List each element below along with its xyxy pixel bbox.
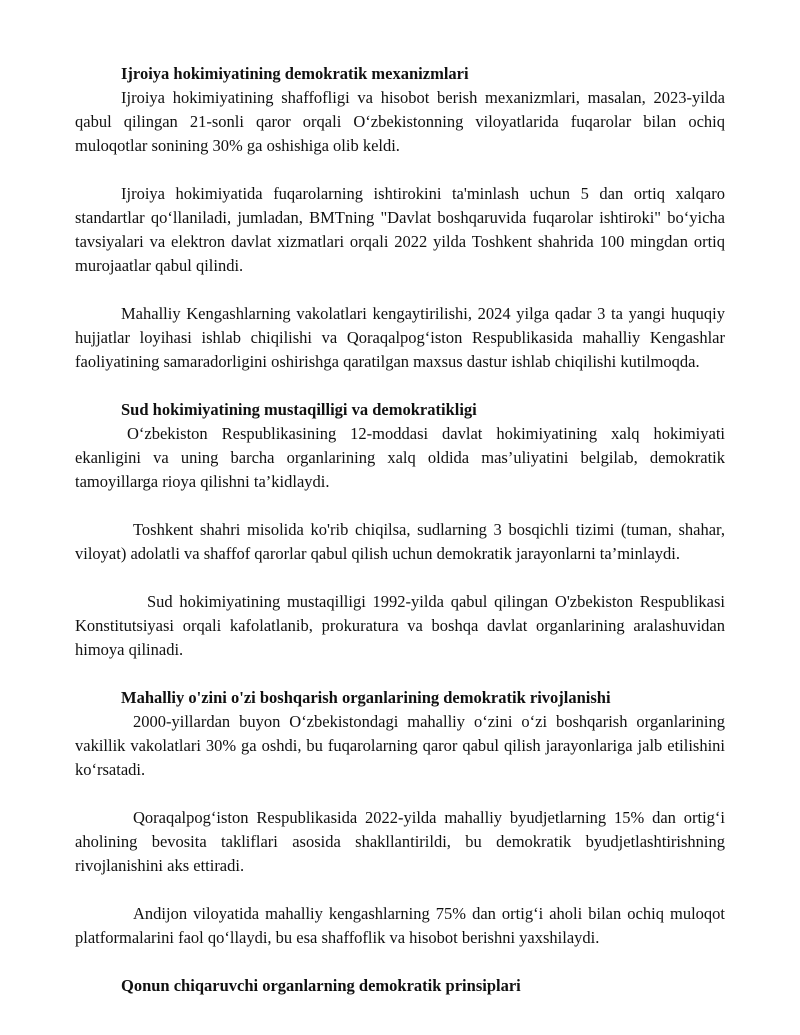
section-heading: Ijroiya hokimiyatining demokratik mexanizmlari: [121, 64, 469, 83]
section-heading: Mahalliy o'zini o'zi boshqarish organlarining demokratik rivojlanishi: [121, 688, 611, 707]
paragraph: Sud hokimiyatining mustaqilligi 1992-yilda qabul qilingan O'zbekiston Respublikasi Konstitutsiyasi orqali kafolatlanib, prokuratura va boshqa davlat organlarining aralashuvidan himoya qilinadi.: [75, 592, 725, 659]
section-heading: Qonun chiqaruvchi organlarning demokratik prinsiplari: [121, 976, 521, 995]
paragraph: 2000-yillardan buyon O‘zbekistondagi mahalliy o‘zini o‘zi boshqarish organlarining vakillik vakolatlari 30% ga oshdi, bu fuqarolarning qaror qabul qilish jarayonlariga jalb etilishini ko‘rsatadi.: [75, 712, 725, 779]
paragraph: Andijon viloyatida mahalliy kengashlarning 75% dan ortig‘i aholi bilan ochiq muloqot platformalarini faol qo‘llaydi, bu esa shaffoflik va hisobot berishni yaxshilaydi.: [75, 904, 725, 947]
section-heading: Sud hokimiyatining mustaqilligi va demokratikligi: [121, 400, 477, 419]
paragraph: Mahalliy Kengashlarning vakolatlari kengaytirilishi, 2024 yilga qadar 3 ta yangi huquqiy hujjatlar loyihasi ishlab chiqilishi va Qoraqalpog‘iston Respublikasida mahalliy Kengashlar faoliyatining samaradorligini oshirishga qaratilgan maxsus dastur ishlab chiqilishi kutilmoqda.: [75, 304, 725, 371]
document-page: [75, 62, 725, 998]
paragraph: Ijroiya hokimiyatining shaffofligi va hisobot berish mexanizmlari, masalan, 2023-yilda qabul qilingan 21-sonli qaror orqali O‘zbekistonning viloyatlarida fuqarolar bilan ochiq muloqotlar sonining 30% ga oshishiga olib keldi.: [75, 88, 725, 155]
paragraph: Toshkent shahri misolida ko'rib chiqilsa, sudlarning 3 bosqichli tizimi (tuman, shahar, viloyat) adolatli va shaffof qarorlar qabul qilish uchun demokratik jarayonlarni ta’minlaydi.: [75, 520, 725, 563]
paragraph: Qoraqalpog‘iston Respublikasida 2022-yilda mahalliy byudjetlarning 15% dan ortig‘i aholining bevosita takliflari asosida shakllantirildi, bu demokratik byudjetlashtirishning rivojlanishini aks ettiradi.: [75, 808, 725, 875]
paragraph: Ijroiya hokimiyatida fuqarolarning ishtirokini ta'minlash uchun 5 dan ortiq xalqaro standartlar qo‘llaniladi, jumladan, BMTning "Davlat boshqaruvida fuqarolar ishtiroki" bo‘yicha tavsiyalari va elektron davlat xizmatlari orqali 2022 yilda Toshkent shahrida 100 mingdan ortiq murojaatlar qabul qilindi.: [75, 184, 725, 275]
paragraph: O‘zbekiston Respublikasining 12-moddasi davlat hokimiyatining xalq hokimiyati ekanligini va uning barcha organlarining xalq oldida mas’uliyatini belgilab, demokratik tamoyillarga rioya qilishni ta’kidlaydi.: [75, 424, 725, 491]
